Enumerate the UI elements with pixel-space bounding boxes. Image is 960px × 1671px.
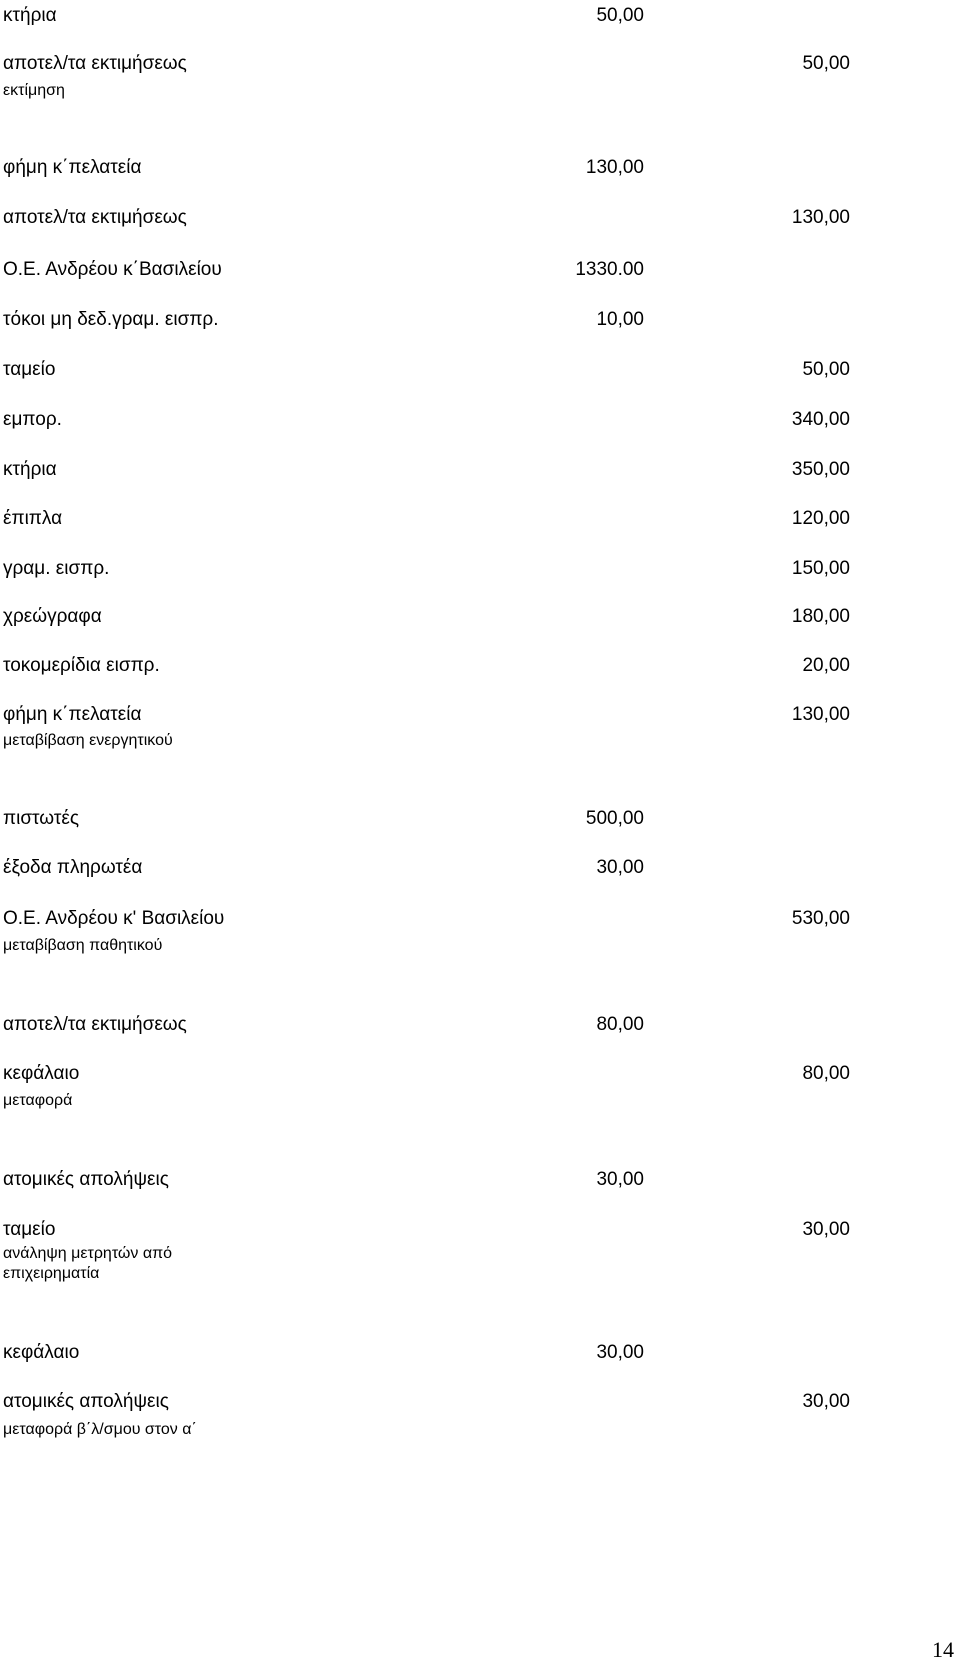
account-name: ατομικές απολήψεις xyxy=(3,1169,169,1190)
entry-note: εκτίμηση xyxy=(3,82,65,99)
journal-line xyxy=(0,305,960,335)
journal-line xyxy=(0,203,960,233)
entry-note: μεταβίβαση ενεργητικού xyxy=(3,732,173,749)
journal-line xyxy=(0,355,960,385)
credit-amount: 30,00 xyxy=(802,1391,850,1412)
account-name: τόκοι μη δεδ.γραμ. εισπρ. xyxy=(3,309,219,330)
journal-line xyxy=(0,1338,960,1368)
credit-amount: 180,00 xyxy=(791,606,850,627)
debit-amount: 10,00 xyxy=(596,309,644,330)
debit-amount: 80,00 xyxy=(596,1014,644,1035)
account-name: ταμείο xyxy=(3,359,56,380)
journal-line xyxy=(0,1215,960,1245)
debit-amount: 130,00 xyxy=(585,157,644,178)
account-name: κτήρια xyxy=(3,5,57,26)
journal-line xyxy=(0,49,960,79)
account-name: χρεώγραφα xyxy=(3,606,102,627)
account-name: φήμη κ΄πελατεία xyxy=(3,704,142,725)
account-name: αποτελ/τα εκτιμήσεως xyxy=(3,53,187,74)
account-name: ταμείο xyxy=(3,1219,56,1240)
journal-line xyxy=(0,1010,960,1040)
journal-line xyxy=(0,853,960,883)
debit-amount: 30,00 xyxy=(596,857,644,878)
journal-line xyxy=(0,602,960,632)
journal-line xyxy=(0,153,960,183)
debit-amount: 50,00 xyxy=(596,5,644,26)
credit-amount: 130,00 xyxy=(791,704,850,725)
entry-note: ανάληψη μετρητών από επιχειρηματία xyxy=(3,1245,173,1282)
journal-line xyxy=(0,405,960,435)
journal-line xyxy=(0,504,960,534)
journal-line xyxy=(0,651,960,681)
journal-line xyxy=(0,1387,960,1417)
account-name: κεφάλαιο xyxy=(3,1063,80,1084)
account-name: ατομικές απολήψεις xyxy=(3,1391,169,1412)
account-name: πιστωτές xyxy=(3,808,79,829)
journal-line xyxy=(0,804,960,834)
account-name: γραμ. εισπρ. xyxy=(3,558,110,579)
account-name: αποτελ/τα εκτιμήσεως xyxy=(3,207,187,228)
account-name: έξοδα πληρωτέα xyxy=(3,857,143,878)
debit-amount: 30,00 xyxy=(596,1169,644,1190)
journal-line xyxy=(0,554,960,584)
entry-note: μεταβίβαση παθητικού xyxy=(3,937,163,954)
entry-note: μεταφορά β΄λ/σμου στον α΄ xyxy=(3,1421,197,1438)
journal-line xyxy=(0,1059,960,1089)
debit-amount: 500,00 xyxy=(585,808,644,829)
journal-line xyxy=(0,1165,960,1195)
account-name: Ο.Ε. Ανδρέου κ' Βασιλείου xyxy=(3,908,225,929)
account-name: αποτελ/τα εκτιμήσεως xyxy=(3,1014,187,1035)
journal-line xyxy=(0,700,960,730)
debit-amount: 30,00 xyxy=(596,1342,644,1363)
entry-note: μεταφορά xyxy=(3,1092,73,1109)
credit-amount: 20,00 xyxy=(802,655,850,676)
credit-amount: 50,00 xyxy=(802,53,850,74)
account-name: έπιπλα xyxy=(3,508,63,529)
credit-amount: 530,00 xyxy=(791,908,850,929)
account-name: εμπορ. xyxy=(3,409,62,430)
journal-line xyxy=(0,1,960,31)
credit-amount: 50,00 xyxy=(802,359,850,380)
credit-amount: 30,00 xyxy=(802,1219,850,1240)
journal-line xyxy=(0,255,960,285)
credit-amount: 120,00 xyxy=(791,508,850,529)
journal-line xyxy=(0,904,960,934)
account-name: τοκομερίδια εισπρ. xyxy=(3,655,160,676)
page-number: 14 xyxy=(932,1637,954,1662)
account-name: Ο.Ε. Ανδρέου κ΄Βασιλείου xyxy=(3,259,222,280)
credit-amount: 130,00 xyxy=(791,207,850,228)
debit-amount: 1330.00 xyxy=(575,259,644,280)
account-name: κτήρια xyxy=(3,459,57,480)
account-name: φήμη κ΄πελατεία xyxy=(3,157,142,178)
credit-amount: 340,00 xyxy=(791,409,850,430)
credit-amount: 80,00 xyxy=(802,1063,850,1084)
credit-amount: 150,00 xyxy=(791,558,850,579)
journal-line xyxy=(0,455,960,485)
account-name: κεφάλαιο xyxy=(3,1342,80,1363)
credit-amount: 350,00 xyxy=(791,459,850,480)
